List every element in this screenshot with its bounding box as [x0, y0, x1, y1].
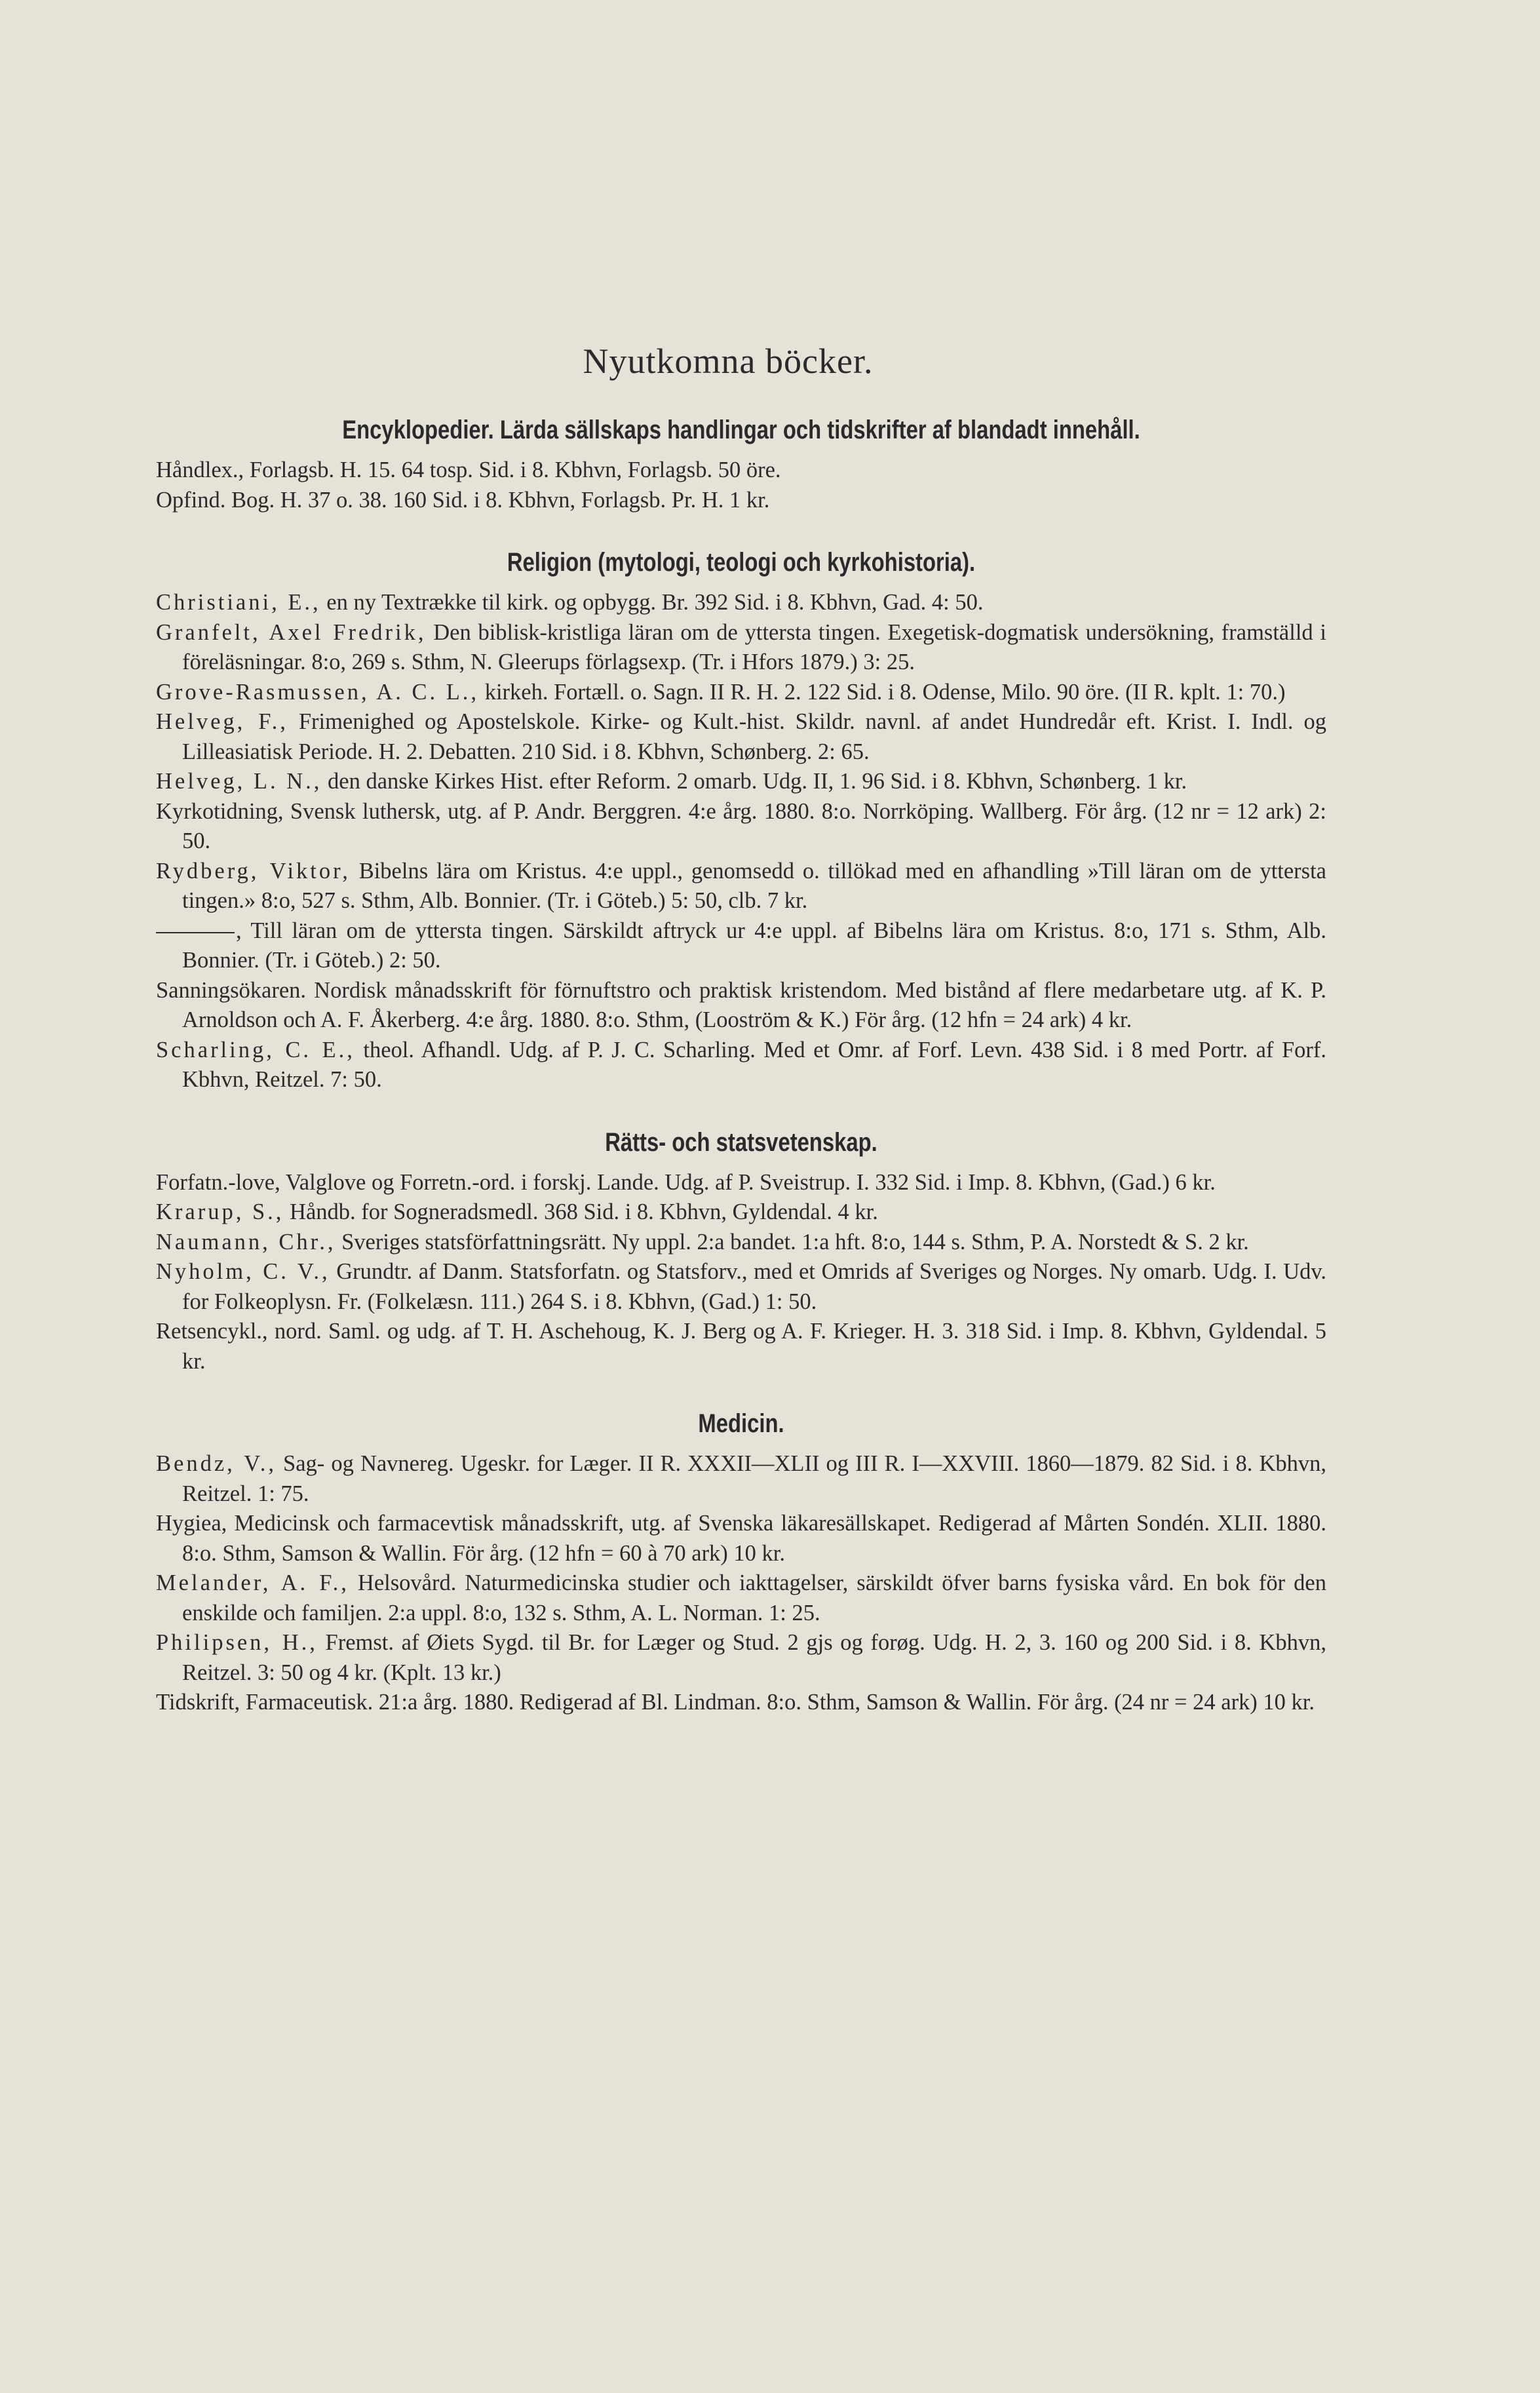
section-title: Rätts- och statsvetenskap. — [605, 1127, 877, 1157]
entry-text: Bibelns lära om Kristus. 4:e uppl., genomsedd o. tillökad med en afhandling »Till läran om de yttersta tingen.» 8:o, 527 s. Sthm, Alb. Bonnier. (Tr. i Göteb.) 5: 50, clb. 7 kr. — [182, 858, 1326, 913]
section-title: Encyklopedier. Lärda sällskaps handlingar och tidskrifter af blandadt innehåll. — [342, 416, 1140, 444]
entry-author: Scharling, C. E., — [156, 1037, 355, 1062]
entry-author: Krarup, S., — [156, 1199, 284, 1224]
entry-text: Opfind. Bog. H. 37 o. 38. 160 Sid. i 8. Kbhvn, Forlagsb. Pr. H. 1 kr. — [156, 487, 770, 513]
bibliography-entry — [156, 588, 1326, 618]
entry-text: Kyrkotidning, Svensk luthersk, utg. af P. Andr. Berggren. 4:e årg. 1880. 8:o. Norrköping. Wallberg. För årg. (12 nr = 12 ark) 2: 50. — [156, 798, 1326, 853]
entry-text: Hygiea, Medicinsk och farmacevtisk månadsskrift, utg. af Svenska läkaresällskapet. Redigerad af Mårten Sondén. XLII. 1880. 8:o. Sthm, Samson & Wallin. För årg. (12 hfn = 60 à 70 ark) 10 kr. — [156, 1511, 1326, 1566]
entry-text: Grundtr. af Danm. Statsforfatn. og Statsforv., med et Omrids af Sveriges og Norges. Ny omarb. Udg. I. Udv. for Folkeoplysn. Fr. (Folkelæsn. 111.) 264 S. i 8. Kbhvn, (Gad.) 1: 50. — [182, 1259, 1326, 1314]
entry-text: Sanningsökaren. Nordisk månadsskrift för förnuftstro och praktisk kristendom. Med bistånd af flere medarbetare utg. af K. P. Arnoldson och A. F. Åkerberg. 4:e årg. 1880. 8:o. Sthm, (Looström & K.) För årg. (12 hfn = 24 ark) 4 kr. — [156, 977, 1326, 1032]
bibliography-entry — [156, 1257, 1326, 1317]
entry-text: Fremst. af Øiets Sygd. til Br. for Læger og Stud. 2 gjs og forøg. Udg. H. 2, 3. 160 og 200 Sid. i 8. Kbhvn, Reitzel. 3: 50 og 4 kr. (Kplt. 13 kr.) — [182, 1630, 1326, 1685]
entry-text: en ny Textrække til kirk. og opbygg. Br. 392 Sid. i 8. Kbhvn, Gad. 4: 50. — [320, 590, 984, 615]
entry-text: Håndb. for Sogneradsmedl. 368 Sid. i 8. Kbhvn, Gyldendal. 4 kr. — [284, 1199, 878, 1224]
bibliography-entry — [156, 456, 1326, 486]
bibliography-entry — [156, 1197, 1326, 1228]
bibliography-entry — [156, 618, 1326, 678]
entry-author: Granfelt, Axel Fredrik, — [156, 619, 427, 645]
entry-text: Tidskrift, Farmaceutisk. 21:a årg. 1880. Redigerad af Bl. Lindman. 8:o. Sthm, Samson & Wallin. För årg. (24 nr = 24 ark) 10 kr. — [156, 1690, 1315, 1715]
bibliography-entry — [156, 1568, 1326, 1628]
section-title: Medicin. — [698, 1409, 784, 1438]
bibliography-entry — [156, 486, 1326, 516]
bibliography-entry — [156, 1317, 1326, 1376]
entry-author: Rydberg, Viktor, — [156, 858, 351, 884]
entry-text: kirkeh. Fortæll. o. Sagn. II R. H. 2. 122 Sid. i 8. Odense, Milo. 90 öre. (II R. kplt. 1: 70.) — [479, 679, 1286, 705]
bibliography-entry — [156, 1509, 1326, 1568]
page-content — [156, 341, 1326, 1751]
entry-text: Håndlex., Forlagsb. H. 15. 64 tosp. Sid. i 8. Kbhvn, Forlagsb. 50 öre. — [156, 457, 781, 482]
entry-text: Den biblisk-kristliga läran om de yttersta tingen. Exegetisk-dogmatisk undersökning, framställd i föreläsningar. 8:o, 269 s. Sthm, N. Gleerups förlagsexp. (Tr. i Hfors 1879.) 3: 25. — [182, 619, 1327, 674]
entry-text: Forfatn.-love, Valglove og Forretn.-ord. i forskj. Lande. Udg. af P. Sveistrup. I. 332 Sid. i Imp. 8. Kbhvn, (Gad.) 6 kr. — [156, 1169, 1216, 1195]
entry-text: Sag- og Navnereg. Ugeskr. for Læger. II R. XXXII—XLII og III R. I—XXVIII. 1860—1879. 82 Sid. i 8. Kbhvn, Reitzel. 1: 75. — [182, 1451, 1326, 1506]
bibliography-entry — [156, 916, 1326, 976]
section — [156, 1128, 1326, 1377]
entry-author: Helveg, L. N., — [156, 769, 322, 794]
entry-text: theol. Afhandl. Udg. af P. J. C. Scharling. Med et Omr. af Forf. Levn. 438 Sid. i 8 med Portr. af Forf. Kbhvn, Reitzel. 7: 50. — [182, 1037, 1326, 1092]
entry-author: Grove-Rasmussen, A. C. L., — [156, 679, 480, 705]
bibliography-entry — [156, 857, 1326, 916]
bibliography-entry — [156, 1036, 1326, 1095]
section-title: Religion (mytologi, teologi och kyrkohistoria). — [507, 548, 976, 577]
entry-author: Naumann, Chr., — [156, 1229, 336, 1255]
bibliography-entry — [156, 797, 1326, 857]
entry-text: Frimenighed og Apostelskole. Kirke- og Kult.-hist. Skildr. navnl. af andet Hundredår eft. Krist. I. Indl. og Lilleasiatisk Periode. H. 2. Debatten. 210 Sid. i 8. Kbhvn, Schønberg. 2: 65. — [182, 709, 1326, 764]
entry-author: Nyholm, C. V., — [156, 1259, 330, 1284]
bibliography-entry — [156, 1688, 1326, 1718]
bibliography-entry — [156, 767, 1326, 797]
section — [156, 548, 1326, 1095]
entry-text: Helsovård. Naturmedicinska studier och iakttagelser, särskildt öfver barns fysiska vård. En bok för den enskilde och familjen. 2:a uppl. 8:o, 132 s. Sthm, A. L. Norman. 1: 25. — [182, 1570, 1326, 1625]
entry-author: Philipsen, H., — [156, 1630, 318, 1655]
entry-text: den danske Kirkes Hist. efter Reform. 2 omarb. Udg. II, 1. 96 Sid. i 8. Kbhvn, Schønberg. 1 kr. — [322, 769, 1187, 794]
entry-text: , Till läran om de yttersta tingen. Särskildt aftryck ur 4:e uppl. af Bibelns lära om Kristus. 8:o, 171 s. Sthm, Alb. Bonnier. (Tr. i Göteb.) 2: 50. — [182, 918, 1326, 973]
bibliography-entry — [156, 1449, 1326, 1509]
entry-text: Sveriges statsförfattningsrätt. Ny uppl. 2:a bandet. 1:a hft. 8:o, 144 s. Sthm, P. A. Norstedt & S. 2 kr. — [336, 1229, 1249, 1255]
bibliography-entry — [156, 1168, 1326, 1198]
entry-author: Christiani, E., — [156, 590, 321, 615]
sections-container — [156, 416, 1326, 1718]
bibliography-entry — [156, 707, 1326, 767]
section — [156, 416, 1326, 515]
page-title: Nyutkomna böcker. — [583, 341, 874, 381]
bibliography-entry — [156, 1628, 1326, 1688]
entry-author: Melander, A. F., — [156, 1570, 349, 1595]
entry-author: Bendz, V., — [156, 1451, 277, 1476]
entry-author: Helveg, F., — [156, 709, 288, 734]
ditto-dash — [156, 932, 235, 933]
bibliography-entry — [156, 678, 1326, 708]
entry-text: Retsencykl., nord. Saml. og udg. af T. H. Aschehoug, K. J. Berg og A. F. Krieger. H. 3. 318 Sid. i Imp. 8. Kbhvn, Gyldendal. 5 kr. — [156, 1319, 1326, 1374]
bibliography-entry — [156, 1228, 1326, 1258]
section — [156, 1409, 1326, 1718]
bibliography-entry — [156, 976, 1326, 1036]
